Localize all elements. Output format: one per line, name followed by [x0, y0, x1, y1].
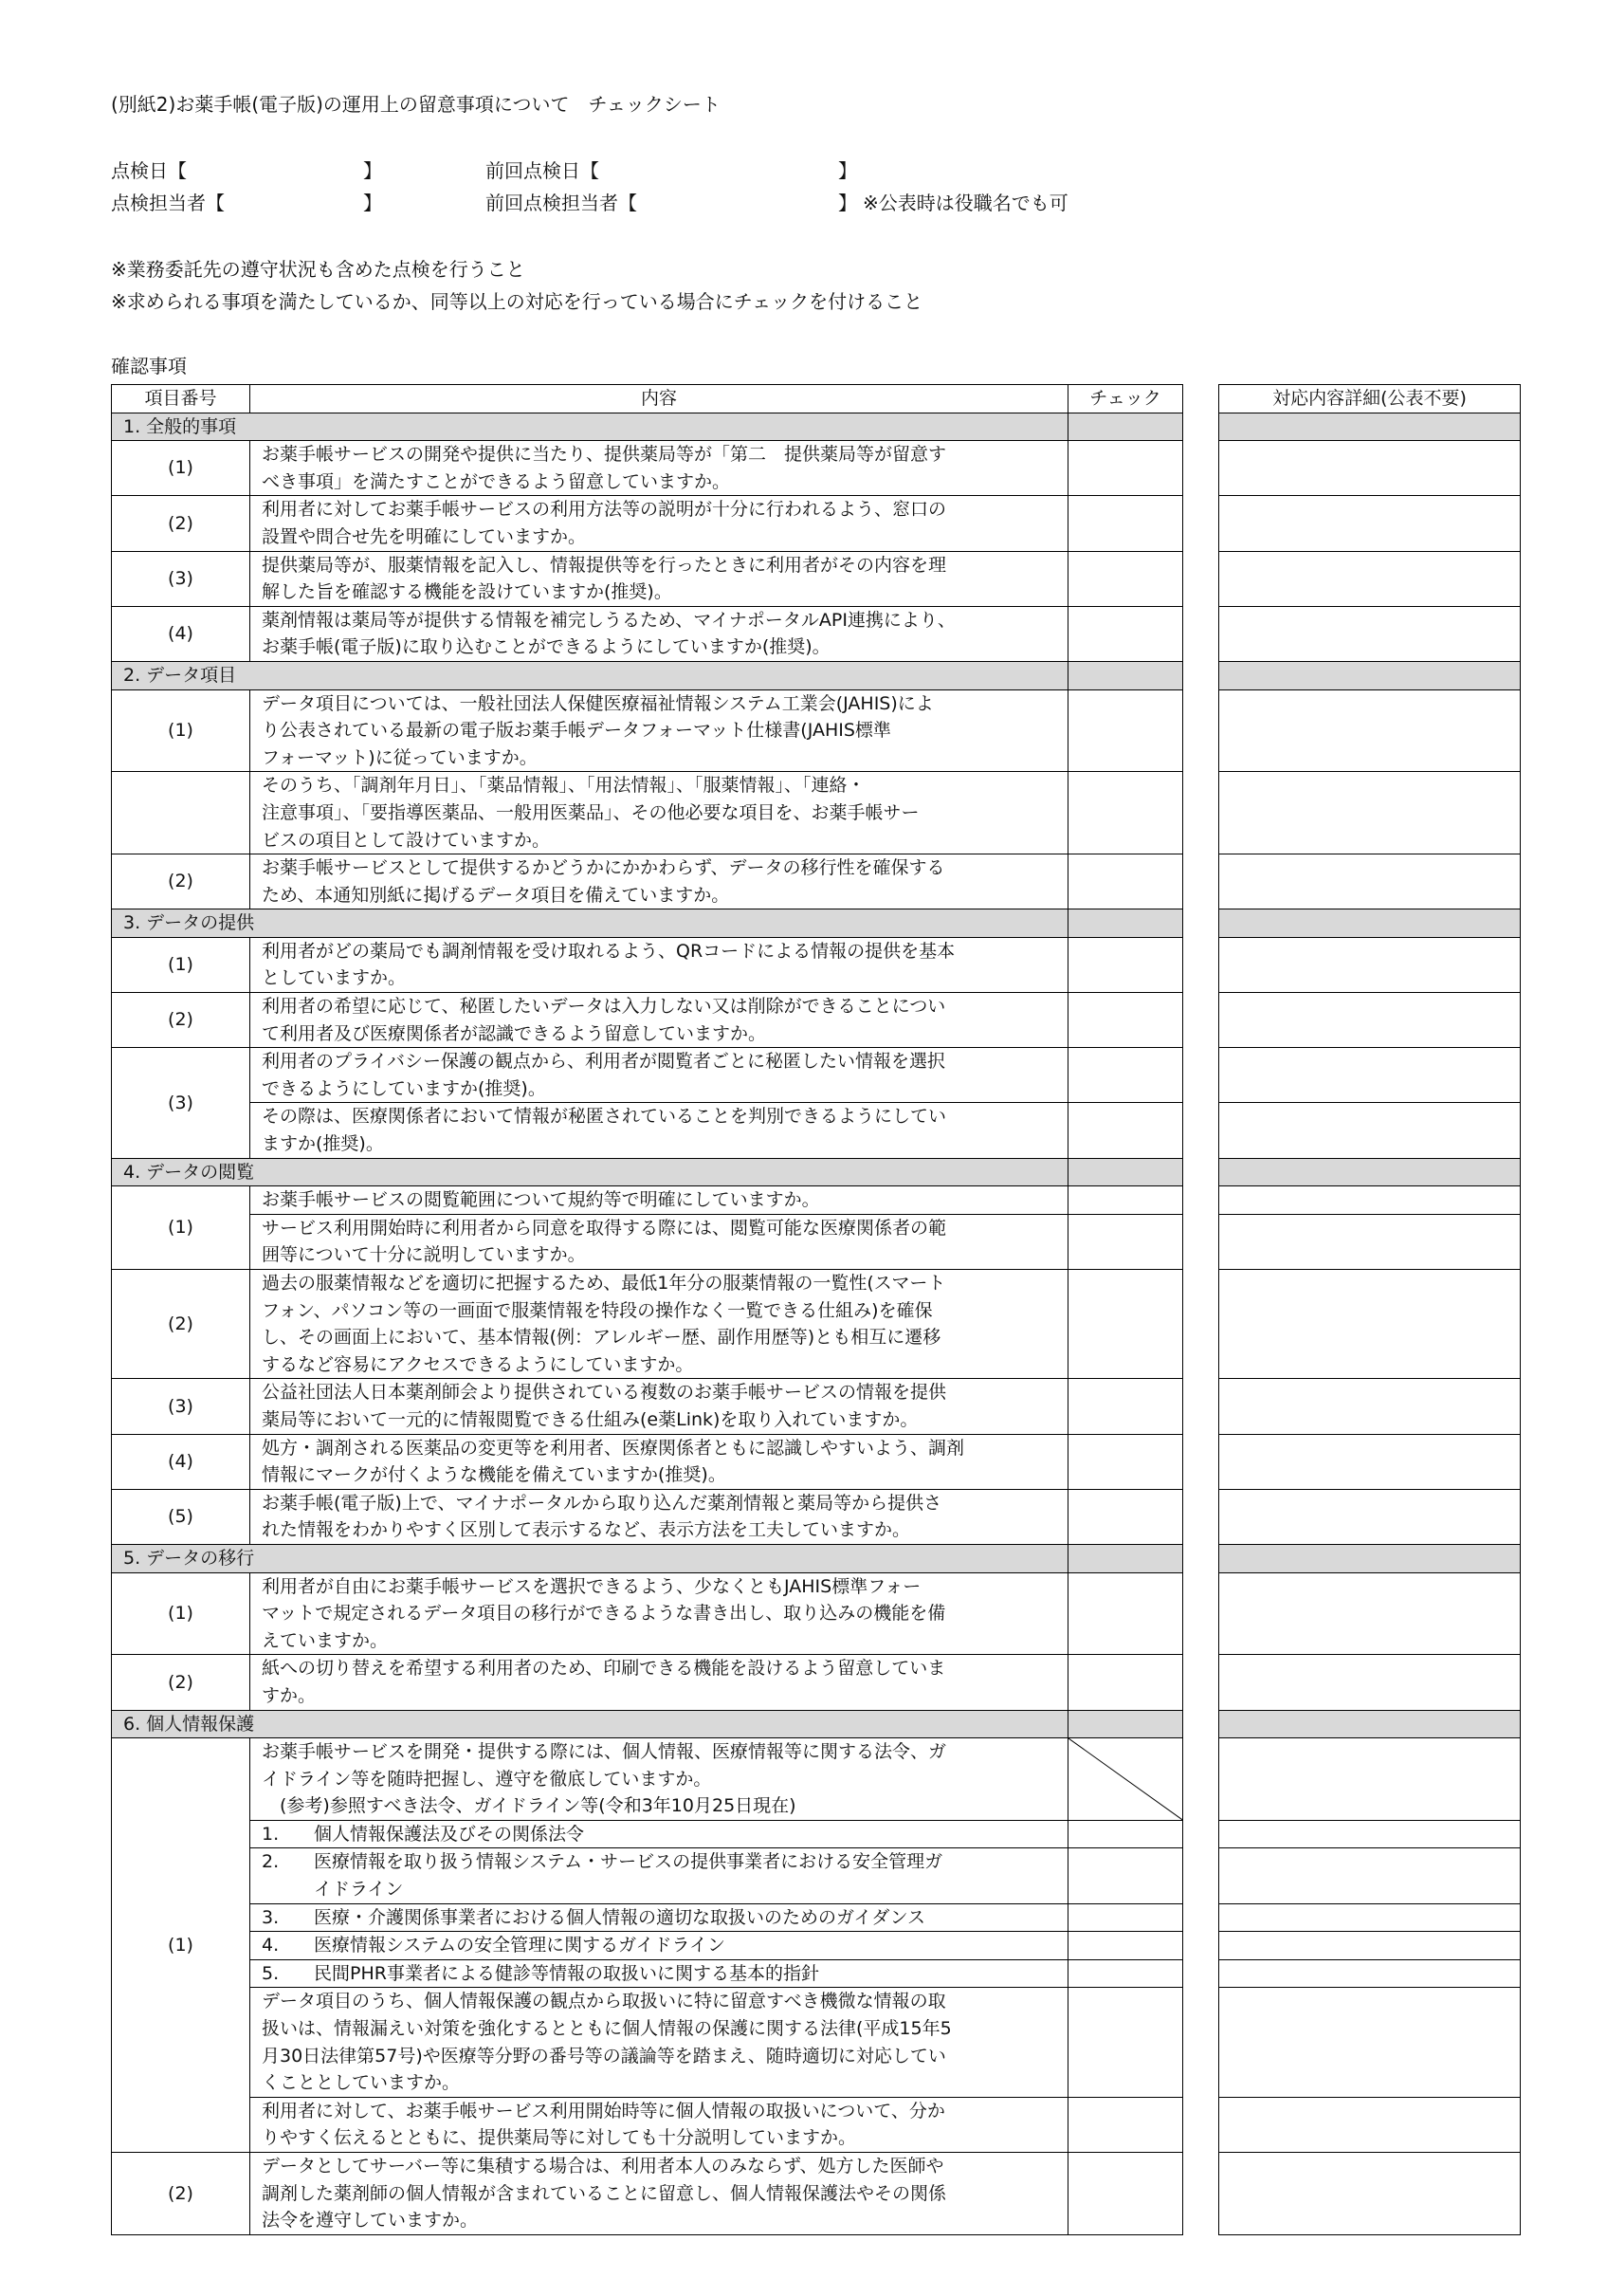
text-line: ますか(推奨)。 [262, 1133, 384, 1155]
text-line: 公益社団法人日本薬剤師会より提供されている複数のお薬手帳サービスの情報を提供 [262, 1382, 947, 1404]
item-content [250, 1903, 1068, 1932]
item-content [250, 1959, 1068, 1988]
detail-cell[interactable] [1219, 1988, 1521, 2097]
gap [1183, 909, 1219, 938]
text-line: 民間PHR事業者による健診等情報の取扱いに関する基本的指針 [314, 1962, 819, 1984]
text-line: お薬手帳サービスを開発・提供する際には、個人情報、医療情報等に関する法令、ガ [262, 1741, 947, 1763]
text-line: お薬手帳(電子版)に取り込むことができるようにしていますか(推奨)。 [262, 636, 831, 658]
check-cell[interactable] [1068, 1544, 1183, 1572]
section-title: 1. 全般的事項 [112, 413, 1068, 441]
text-line: 囲等について十分に説明していますか。 [262, 1244, 586, 1266]
detail-cell[interactable] [1219, 772, 1521, 854]
text-line: マットで規定されるデータ項目の移行ができるような書き出し、取り込みの機能を備 [262, 1603, 946, 1625]
gap [1183, 854, 1219, 909]
gap [1183, 1820, 1219, 1848]
check-cell[interactable] [1068, 1820, 1183, 1848]
header-detail: 対応内容詳細(公表不要) [1219, 385, 1521, 413]
diagonal-slash [1068, 1738, 1182, 1820]
check-cell[interactable] [1068, 1270, 1183, 1379]
detail-cell[interactable] [1219, 909, 1521, 938]
reference-list-item [262, 1821, 1068, 1848]
text-line: 情報にマークが付くような機能を備えていますか(推奨)。 [262, 1464, 726, 1486]
page-title: (別紙2)お薬手帳(電子版)の運用上の留意事項について チェックシート [111, 93, 721, 116]
detail-cell[interactable] [1219, 496, 1521, 551]
item-content [250, 937, 1068, 992]
item-number: (2) [112, 1270, 250, 1379]
check-cell[interactable] [1068, 1848, 1183, 1903]
section-title: 6. 個人情報保護 [112, 1710, 1068, 1738]
gap [1183, 689, 1219, 772]
section-row [112, 1544, 1521, 1572]
text-line: 調剤した薬剤師の個人情報が含まれていることに留意し、個人情報保護法やその関係 [262, 2182, 947, 2204]
item-content [250, 1932, 1068, 1960]
reference-list-item [262, 1904, 1068, 1932]
check-cell[interactable] [1068, 496, 1183, 551]
table-row [112, 854, 1521, 909]
text-line: 扱いは、情報漏えい対策を強化するとともに個人情報の保護に関する法律(平成15年5 [262, 2018, 952, 2040]
section-label: 確認事項 [111, 355, 187, 377]
detail-cell[interactable] [1219, 1655, 1521, 1710]
table-row [112, 1489, 1521, 1544]
text-line: フォン、パソコン等の一画面で服薬情報を特段の操作なく一覧できる仕組み)を確保 [262, 1299, 933, 1321]
check-cell[interactable] [1068, 1932, 1183, 1960]
item-number [112, 772, 250, 854]
table-row [112, 1434, 1521, 1489]
header-num: 項目番号 [112, 385, 250, 413]
item-content [250, 606, 1068, 661]
table-row [112, 2153, 1521, 2235]
text-line: するなど容易にアクセスできるようにしていますか。 [262, 1353, 694, 1375]
item-number: (4) [112, 1434, 250, 1489]
detail-cell[interactable] [1219, 661, 1521, 689]
text-line: りやすく伝えるとともに、提供薬局等に対しても十分説明していますか。 [262, 2127, 857, 2149]
bracket-close: 】 [838, 159, 857, 182]
section-row [112, 661, 1521, 689]
text-line: お薬手帳サービスの開発や提供に当たり、提供薬局等が「第二 提供薬局等が留意す [262, 444, 947, 466]
text-line: サービス利用開始時に利用者から同意を取得する際には、閲覧可能な医療関係者の範 [262, 1217, 947, 1239]
text-line: て利用者及び医療関係者が認識できるよう留意していますか。 [262, 1022, 767, 1044]
item-content [250, 1988, 1068, 2097]
text-line: 処方・調剤される医薬品の変更等を利用者、医療関係者ともに認識しやすいよう、調剤 [262, 1437, 965, 1459]
item-content [250, 1103, 1068, 1158]
item-content [250, 551, 1068, 606]
item-content [250, 1434, 1068, 1489]
table-row [112, 993, 1521, 1048]
section-title: 3. データの提供 [112, 909, 1068, 938]
text-line: としていますか。 [262, 967, 407, 989]
item-content [250, 1848, 1068, 1903]
section-row [112, 909, 1521, 938]
inspection-date-field[interactable] [247, 156, 360, 180]
item-content [250, 1186, 1068, 1215]
text-line: べき事項」を満たすことができるよう留意していますか。 [262, 470, 731, 492]
section-title: 5. データの移行 [112, 1544, 1068, 1572]
check-cell[interactable] [1068, 661, 1183, 689]
check-cell[interactable] [1068, 441, 1183, 496]
item-number: (1) [112, 689, 250, 772]
check-cell[interactable] [1068, 1186, 1183, 1215]
check-cell[interactable] [1068, 1103, 1183, 1158]
header-content: 内容 [250, 385, 1068, 413]
text-line: 医療情報を取り扱う情報システム・サービスの提供事業者における安全管理ガ [314, 1851, 943, 1873]
detail-cell[interactable] [1219, 1186, 1521, 1215]
detail-cell[interactable] [1219, 1048, 1521, 1103]
text-line: そのうち、「調剤年月日」、「薬品情報」、「用法情報」、「服薬情報」、「連絡・ [262, 775, 866, 797]
detail-cell[interactable] [1219, 993, 1521, 1048]
list-number: 2. [262, 1851, 280, 1873]
text-line: 利用者のプライバシー保護の観点から、利用者が閲覧者ごとに秘匿したい情報を選択 [262, 1051, 946, 1073]
item-number: (4) [112, 606, 250, 661]
check-cell[interactable] [1068, 1434, 1183, 1489]
header-row [112, 385, 1521, 413]
text-line: 薬剤情報は薬局等が提供する情報を補完しうるため、マイナポータルAPI連携により、 [262, 609, 956, 631]
table-row [112, 1903, 1521, 1932]
header-check: チェック [1068, 385, 1183, 413]
item-number: (1) [112, 1572, 250, 1655]
gap [1183, 1710, 1219, 1738]
check-cell[interactable] [1068, 1655, 1183, 1710]
gap [1183, 1158, 1219, 1186]
detail-cell[interactable] [1219, 937, 1521, 992]
item-content [250, 689, 1068, 772]
table-row [112, 1186, 1521, 1215]
detail-cell[interactable] [1219, 1738, 1521, 1821]
detail-cell[interactable] [1219, 2097, 1521, 2152]
detail-cell[interactable] [1219, 854, 1521, 909]
check-cell[interactable] [1068, 909, 1183, 938]
gap [1183, 1214, 1219, 1269]
table-row [112, 1048, 1521, 1103]
item-number: (2) [112, 993, 250, 1048]
list-text [314, 1932, 725, 1959]
gap [1183, 2153, 1219, 2235]
section-row [112, 1158, 1521, 1186]
text-line: 過去の服薬情報などを適切に把握するため、最低1年分の服薬情報の一覧性(スマート [262, 1273, 946, 1294]
inspector-label: 点検担当者【 [111, 192, 225, 214]
gap [1183, 1270, 1219, 1379]
check-cell[interactable] [1068, 1903, 1183, 1932]
text-line: 利用者に対して、お薬手帳サービス利用開始時等に個人情報の取扱いについて、分か [262, 2100, 945, 2122]
table-row [112, 689, 1521, 772]
text-line: ビスの項目として設けていますか。 [262, 829, 551, 851]
section-title: 4. データの閲覧 [112, 1158, 1068, 1186]
list-number: 4. [262, 1935, 280, 1956]
title-ok-note: ※公表時は役職名でも可 [863, 192, 1068, 214]
gap [1183, 1932, 1219, 1960]
table-row [112, 606, 1521, 661]
item-content [250, 1214, 1068, 1269]
detail-cell[interactable] [1219, 1158, 1521, 1186]
text-line: えていますか。 [262, 1629, 389, 1651]
text-line: 法令を遵守していますか。 [262, 2210, 479, 2232]
gap [1183, 993, 1219, 1048]
detail-cell[interactable] [1219, 1959, 1521, 1988]
gap [1183, 441, 1219, 496]
check-cell[interactable] [1068, 854, 1183, 909]
text-line: お薬手帳サービスの閲覧範囲について規約等で明確にしていますか。 [262, 1189, 820, 1211]
check-cell[interactable] [1068, 1988, 1183, 2097]
table-row [112, 1270, 1521, 1379]
text-line: データとしてサーバー等に集積する場合は、利用者本人のみならず、処方した医師や [262, 2156, 944, 2177]
table-row [112, 937, 1521, 992]
text-line: 設置や問合せ先を明確にしていますか。 [262, 525, 587, 547]
table-row [112, 1988, 1521, 2097]
gap [1183, 1959, 1219, 1988]
table-row [112, 1572, 1521, 1655]
bracket-close: 】 [363, 192, 382, 214]
gap [1183, 1572, 1219, 1655]
table-row [112, 1932, 1521, 1960]
gap [1183, 937, 1219, 992]
text-line: ため、本通知別紙に掲げるデータ項目を備えていますか。 [262, 884, 730, 906]
gap [1183, 1379, 1219, 1434]
gap [1183, 1489, 1219, 1544]
check-cell[interactable] [1068, 1710, 1183, 1738]
section-title: 2. データ項目 [112, 661, 1068, 689]
item-number: (3) [112, 551, 250, 606]
text-line: データ項目のうち、個人情報保護の観点から取扱いに特に留意すべき機微な情報の取 [262, 1991, 946, 2012]
item-number: (2) [112, 496, 250, 551]
check-cell[interactable] [1068, 1959, 1183, 1988]
detail-cell[interactable] [1219, 689, 1521, 772]
item-content [250, 441, 1068, 496]
detail-cell[interactable] [1219, 1572, 1521, 1655]
list-number: 1. [262, 1823, 280, 1845]
list-text [314, 1848, 942, 1902]
check-cell[interactable] [1068, 772, 1183, 854]
text-line: 利用者の希望に応じて、秘匿したいデータは入力しない又は削除ができることについ [262, 996, 946, 1018]
table-row [112, 1820, 1521, 1848]
text-line: その際は、医療関係者において情報が秘匿されていることを判別できるようにしてい [262, 1106, 947, 1128]
text-line: 紙への切り替えを希望する利用者のため、印刷できる機能を設けるよう留意していま [262, 1658, 946, 1680]
gap [1183, 1048, 1219, 1103]
item-content [250, 1738, 1068, 1821]
gap [1183, 2097, 1219, 2152]
detail-cell[interactable] [1219, 413, 1521, 441]
item-number: (1) [112, 1186, 250, 1270]
text-line: (参考)参照すべき法令、ガイドライン等(令和3年10月25日現在) [262, 1795, 796, 1817]
check-cell[interactable] [1068, 1158, 1183, 1186]
detail-cell[interactable] [1219, 1544, 1521, 1572]
list-text [314, 1904, 925, 1932]
text-line: れた情報をわかりやすく区別して表示するなど、表示方法を工夫していますか。 [262, 1519, 911, 1541]
detail-cell[interactable] [1219, 1103, 1521, 1158]
detail-cell[interactable] [1219, 551, 1521, 606]
checklist-table [111, 384, 1521, 2235]
gap [1183, 1434, 1219, 1489]
table-row [112, 772, 1521, 854]
text-line: 医療情報システムの安全管理に関するガイドライン [314, 1935, 725, 1956]
bracket-close: 】 [363, 159, 382, 182]
gap [1183, 1544, 1219, 1572]
table-row [112, 1379, 1521, 1434]
list-text [314, 1821, 584, 1848]
item-content [250, 496, 1068, 551]
text-line: 提供薬局等が、服薬情報を記入し、情報提供等を行ったときに利用者がその内容を理 [262, 554, 947, 576]
check-cell[interactable] [1068, 1214, 1183, 1269]
item-content [250, 854, 1068, 909]
gap [1183, 1103, 1219, 1158]
text-line: 薬局等において一元的に情報閲覧できる仕組み(e薬Link)を取り入れていますか。 [262, 1408, 919, 1430]
gap [1183, 661, 1219, 689]
text-line: 利用者に対してお薬手帳サービスの利用方法等の説明が十分に行われるよう、窓口の [262, 499, 947, 521]
prev-inspection-date-field[interactable] [626, 156, 834, 180]
text-line: イドライン [314, 1879, 404, 1901]
item-number: (1) [112, 441, 250, 496]
item-content [250, 772, 1068, 854]
note-1: ※業務委託先の遵守状況も含めた点検を行うこと [111, 258, 525, 281]
check-cell[interactable] [1068, 689, 1183, 772]
detail-cell[interactable] [1219, 2153, 1521, 2235]
detail-cell[interactable] [1219, 1379, 1521, 1434]
text-line: データ項目については、一般社団法人保健医療福祉情報システム工業会(JAHIS)によ [262, 692, 934, 714]
check-cell[interactable] [1068, 1489, 1183, 1544]
check-cell[interactable] [1068, 937, 1183, 992]
detail-cell[interactable] [1219, 1903, 1521, 1932]
item-content [250, 993, 1068, 1048]
gap [1183, 496, 1219, 551]
check-cell-na [1068, 1738, 1183, 1821]
item-content [250, 1489, 1068, 1544]
gap [1183, 1988, 1219, 2097]
item-content [250, 1048, 1068, 1103]
item-content [250, 2153, 1068, 2235]
text-line: できるようにしていますか(推奨)。 [262, 1077, 546, 1099]
gap [1183, 1655, 1219, 1710]
item-number: (1) [112, 937, 250, 992]
gap [1183, 1903, 1219, 1932]
item-number: (2) [112, 1655, 250, 1710]
gap [1183, 1848, 1219, 1903]
check-cell[interactable] [1068, 2153, 1183, 2235]
item-number: (3) [112, 1048, 250, 1158]
detail-cell[interactable] [1219, 441, 1521, 496]
gap [1183, 413, 1219, 441]
detail-cell[interactable] [1219, 1489, 1521, 1544]
prev-inspector-field[interactable] [664, 188, 834, 212]
detail-cell[interactable] [1219, 1214, 1521, 1269]
list-number: 5. [262, 1962, 280, 1984]
section-row [112, 1710, 1521, 1738]
text-line: し、その画面上において、基本情報(例：アレルギー歴、副作用歴等)とも相互に遷移 [262, 1327, 941, 1349]
text-line: フォーマット)に従っていますか。 [262, 746, 538, 768]
check-cell[interactable] [1068, 993, 1183, 1048]
table-row [112, 1959, 1521, 1988]
check-cell[interactable] [1068, 606, 1183, 661]
detail-cell[interactable] [1219, 1270, 1521, 1379]
bracket-close: 】 [838, 192, 857, 214]
table-row [112, 1738, 1521, 1821]
detail-cell[interactable] [1219, 1820, 1521, 1848]
text-line: 利用者が自由にお薬手帳サービスを選択できるよう、少なくともJAHIS標準フォー [262, 1575, 922, 1597]
prev-inspector-label: 前回点検担当者【 [485, 192, 637, 214]
gap [1183, 1738, 1219, 1821]
list-number: 3. [262, 1906, 280, 1928]
detail-cell[interactable] [1219, 1434, 1521, 1489]
gap [1183, 772, 1219, 854]
detail-cell[interactable] [1219, 1848, 1521, 1903]
inspector-field[interactable] [247, 188, 360, 212]
text-line: 利用者がどの薬局でも調剤情報を受け取れるよう、QRコードによる情報の提供を基本 [262, 940, 956, 962]
prev-inspection-date-label: 前回点検日【 [485, 159, 599, 182]
reference-list-item [262, 1848, 1068, 1902]
detail-cell[interactable] [1219, 1710, 1521, 1738]
check-cell[interactable] [1068, 413, 1183, 441]
text-line: り公表されている最新の電子版お薬手帳データフォーマット仕様書(JAHIS標準 [262, 720, 891, 742]
list-text [314, 1960, 819, 1988]
table-row [112, 2097, 1521, 2152]
check-cell[interactable] [1068, 1048, 1183, 1103]
item-content [250, 1655, 1068, 1710]
note-2: ※求められる事項を満たしているか、同等以上の対応を行っている場合にチェックを付けること [111, 290, 923, 313]
gap [1183, 1186, 1219, 1215]
table-row [112, 441, 1521, 496]
text-line: 解した旨を確認する機能を設けていますか(推奨)。 [262, 581, 672, 603]
check-cell[interactable] [1068, 551, 1183, 606]
text-line: 個人情報保護法及びその関係法令 [314, 1823, 585, 1845]
item-content [250, 1270, 1068, 1379]
section-row [112, 413, 1521, 441]
text-line: すか。 [262, 1684, 317, 1706]
text-line: お薬手帳サービスとして提供するかどうかにかかわらず、データの移行性を確保する [262, 857, 945, 879]
text-line: くこととしていますか。 [262, 2072, 461, 2094]
check-cell[interactable] [1068, 2097, 1183, 2152]
check-cell[interactable] [1068, 1379, 1183, 1434]
table-row [112, 551, 1521, 606]
item-number: (3) [112, 1379, 250, 1434]
text-line: お薬手帳(電子版)上で、マイナポータルから取り込んだ薬剤情報と薬局等から提供さ [262, 1492, 942, 1514]
reference-list-item [262, 1932, 1068, 1959]
table-row [112, 1655, 1521, 1710]
item-number: (2) [112, 854, 250, 909]
text-line: イドライン等を随時把握し、遵守を徹底していますか。 [262, 1768, 712, 1790]
table-row [112, 1103, 1521, 1158]
text-line: 注意事項」、「要指導医薬品、一般用医薬品」、その他必要な項目を、お薬手帳サー [262, 801, 920, 823]
item-content [250, 2097, 1068, 2152]
item-content [250, 1820, 1068, 1848]
item-number: (1) [112, 1738, 250, 2153]
text-line: 医療・介護関係事業者における個人情報の適切な取扱いのためのガイダンス [314, 1906, 926, 1928]
item-content [250, 1379, 1068, 1434]
check-cell[interactable] [1068, 1572, 1183, 1655]
gap [1183, 606, 1219, 661]
reference-list-item [262, 1960, 1068, 1988]
table-row [112, 496, 1521, 551]
gap [1183, 551, 1219, 606]
detail-cell[interactable] [1219, 606, 1521, 661]
item-content [250, 1572, 1068, 1655]
item-number: (5) [112, 1489, 250, 1544]
item-number: (2) [112, 2153, 250, 2235]
table-row [112, 1214, 1521, 1269]
text-line: 月30日法律第57号)や医療等分野の番号等の議論等を踏まえ、随時適切に対応してい [262, 2045, 946, 2066]
detail-cell[interactable] [1219, 1932, 1521, 1960]
table-row [112, 1848, 1521, 1903]
inspection-date-label: 点検日【 [111, 159, 187, 182]
